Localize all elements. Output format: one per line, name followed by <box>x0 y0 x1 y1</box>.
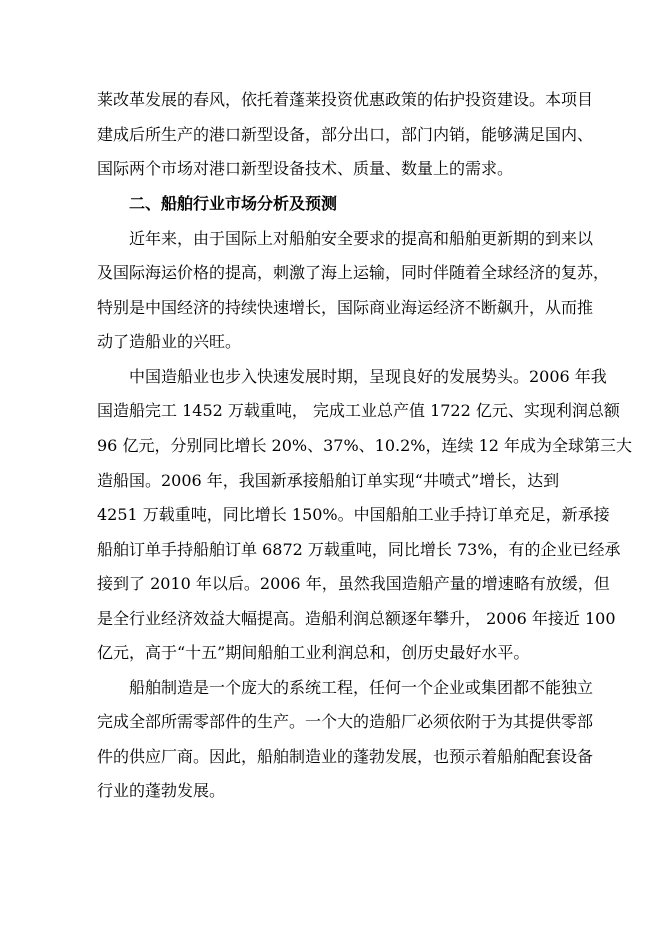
paragraph-line: 动了造船业的兴旺。 <box>97 332 242 351</box>
paragraph-line: 亿元，高于“十五”期间船舶工业利润总和，创历史最好水平。 <box>97 643 530 662</box>
paragraph-line: 莱改革发展的春风，依托着蓬莱投资优惠政策的佑护投资建设。本项目 <box>97 90 594 109</box>
paragraph-line: 完成全部所需零部件的生产。一个大的造船厂必须依附于为其提供零部 <box>97 712 594 731</box>
paragraph-line: 近年来，由于国际上对船舶安全要求的提高和船舶更新期的到来以 <box>129 229 594 248</box>
paragraph-line: 是全行业经济效益大幅提高。造船利润总额逐年攀升， 2006 年接近 100 <box>97 609 616 628</box>
paragraph-line: 件的供应厂商。因此，船舶制造业的蓬勃发展，也预示着船舶配套设备 <box>97 747 594 766</box>
paragraph-line: 建成后所生产的港口新型设备，部分出口，部门内销，能够满足国内、 <box>97 125 594 144</box>
paragraph-line: 国造船完工 1452 万载重吨， 完成工业总产值 1722 亿元、实现利润总额 <box>97 401 620 420</box>
paragraph-line: 行业的蓬勃发展。 <box>97 781 226 800</box>
paragraph-line: 及国际海运价格的提高，刺激了海上运输，同时伴随着全球经济的复苏， <box>97 263 610 282</box>
paragraph-line: 4251 万载重吨，同比增长 150%。中国船舶工业手持订单充足，新承接 <box>97 505 610 524</box>
paragraph-line: 特别是中国经济的持续快速增长，国际商业海运经济不断飙升，从而推 <box>97 298 594 317</box>
paragraph-line: 船舶制造是一个庞大的系统工程，任何一个企业或集团都不能独立 <box>129 678 594 697</box>
paragraph-line: 船舶订单手持船舶订单 6872 万载重吨，同比增长 73%，有的企业已经承 <box>97 540 621 559</box>
paragraph-line: 中国造船业也步入快速发展时期，呈现良好的发展势头。2006 年我 <box>129 367 607 386</box>
paragraph-line: 国际两个市场对港口新型设备技术、质量、数量上的需求。 <box>97 159 514 178</box>
paragraph-line: 接到了 2010 年以后。2006 年，虽然我国造船产量的增速略有放缓，但 <box>97 574 610 593</box>
section-heading: 二、船舶行业市场分析及预测 <box>129 194 338 213</box>
paragraph-line: 96 亿元，分别同比增长 20%、37%、10.2%，连续 12 年成为全球第三大 <box>97 436 633 455</box>
paragraph-line: 造船国。2006 年，我国新承接船舶订单实现“井喷式”增长，达到 <box>97 471 560 490</box>
